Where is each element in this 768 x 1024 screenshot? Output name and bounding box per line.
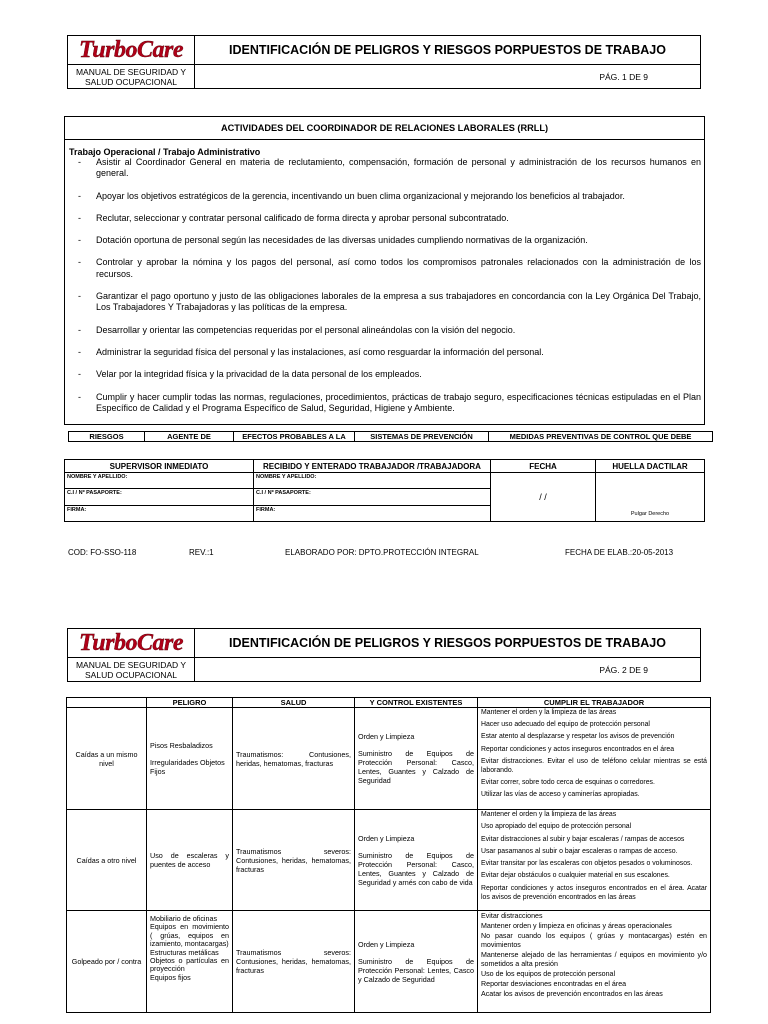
supervisor-name-field[interactable]: NOMBRE Y APELLIDO:: [65, 473, 254, 489]
fingerprint-header: HUELLA DACTILAR: [596, 460, 705, 473]
health-header: SALUD: [233, 698, 355, 708]
author: ELABORADO POR: DPTO.PROTECCIÓN INTEGRAL: [285, 548, 479, 557]
activities-title: ACTIVIDADES DEL COORDINADOR DE RELACIONES LABORALES (RRLL): [65, 117, 704, 140]
list-item: - Administrar la seguridad física del personal y las instalaciones, así como resguardar la información del personal.: [78, 346, 544, 357]
revision: REV.:1: [189, 548, 214, 557]
activities-section: [64, 116, 705, 425]
table-row: [67, 708, 711, 810]
doc-code: COD: FO-SSO-118: [68, 548, 137, 557]
measures-col-header: MEDIDAS PREVENTIVAS DE CONTROL QUE DEBE: [489, 432, 713, 442]
hazard-cell: Uso de escaleras y puentes de acceso: [147, 810, 233, 911]
page1-header: [67, 35, 701, 89]
risk-header: [67, 698, 147, 708]
supervisor-header: SUPERVISOR INMEDIATO: [65, 460, 254, 473]
health-cell: Traumatismos: Contusiones, heridas, hematomas, fracturas: [233, 708, 355, 810]
effects-col-header: EFECTOS PROBABLES A LA: [234, 432, 355, 442]
measures-cell: Mantener el orden y la limpieza de las áreas Uso apropiado del equipo de protección personal Evitar distracciones al subir y bajar escaleras / rampas de accesos Usar pasamanos al subir o bajar escaleras o rampas de acceso. Evitar transitar por las escaleras con objetos pesados o voluminosos. Evitar dejar obstáculos o cualquier material en sus escalones. Reportar condiciones y actos inseguros encontrados en el área. Acatar los avisos de prevención encontrados en las áreas: [478, 810, 711, 911]
list-item: - Dotación oportuna de personal según las necesidades de las diversas unidades cumpliendo normativas de la organización.: [78, 235, 588, 246]
list-item: - Reclutar, seleccionar y contratar personal calificado de forma directa y aprobar personal subcontratado.: [78, 212, 509, 223]
list-item: - Controlar y aprobar la nómina y los pagos del personal, así como todos los compromisos patronales relacionados con la administración de los recursos.: [78, 257, 701, 279]
list-item: - Velar por la integridad física y la privacidad de la data personal de los empleados.: [78, 369, 422, 380]
logo: [68, 629, 195, 658]
list-item: - Apoyar los objetivos estratégicos de la gerencia, incentivando un buen clima organizacional y mejorando los beneficios al trabajador.: [78, 190, 625, 201]
risk-cell: Golpeado por / contra: [67, 911, 147, 1013]
risk-header-row: [68, 431, 713, 442]
risk-cell: Caídas a un mismo nivel: [67, 708, 147, 810]
agent-col-header: AGENTE DE: [145, 432, 234, 442]
turbocare-logo: TurboCare: [79, 36, 183, 63]
date-field[interactable]: / /: [491, 473, 596, 522]
table-row: [67, 911, 711, 1013]
control-header: Y CONTROL EXISTENTES: [355, 698, 478, 708]
manual-name: MANUAL DE SEGURIDAD Y SALUD OCUPACIONAL: [68, 65, 195, 89]
page2-header: [67, 628, 701, 682]
received-header: RECIBIDO Y ENTERADO TRABAJADOR /TRABAJADORA: [254, 460, 491, 473]
health-cell: Traumatismos severos: Contusiones, heridas, hematomas, fracturas: [233, 911, 355, 1013]
activities-list: [69, 157, 701, 414]
worker-id-field[interactable]: C.I / Nº PASAPORTE:: [254, 489, 491, 506]
page-number: PÁG. 1 DE 9: [195, 65, 701, 89]
hazard-header: PELIGRO: [147, 698, 233, 708]
page-footer: [68, 548, 708, 560]
list-item: - Desarrollar y orientar las competencias requeridas por el personal alineándolas con la visión del negocio.: [78, 324, 516, 335]
date-header: FECHA: [491, 460, 596, 473]
prevention-col-header: SISTEMAS DE PREVENCIÓN: [355, 432, 489, 442]
page-number: PÁG. 2 DE 9: [195, 658, 701, 682]
list-item: - Garantizar el pago oportuno y justo de las obligaciones laborales de la empresa a sus trabajadores en concordancia con la Ley Orgánica Del Trabajo, Los Trabajadores Y Trabajadoras y las políticas de la empresa.: [78, 291, 701, 313]
creation-date: FECHA DE ELAB.:20-05-2013: [565, 548, 674, 557]
measures-cell: Evitar distracciones Mantener orden y limpieza en oficinas y áreas operacionales No pasar cuando los equipos ( grúas y montacargas) estén en movimientos Mantenerse alejado de las herramientas / equipos en movimiento y/o sometidos a alta presión Uso de los equipos de protección personal Reportar desviaciones encontradas en el área Acatar los avisos de prevención encontrados en las áreas: [478, 911, 711, 1013]
list-item: - Asistir al Coordinador General en materia de reclutamiento, compensación, formación de personal y administración de los recursos humanos en general.: [78, 157, 701, 179]
health-cell: Traumatismos severos: Contusiones, heridas, hematomas, fracturas: [233, 810, 355, 911]
worker-signature-field[interactable]: FIRMA:: [254, 506, 491, 522]
table-row: [67, 810, 711, 911]
worker-measures-header: CUMPLIR EL TRABAJADOR: [478, 698, 711, 708]
activities-subtitle: Trabajo Operacional / Trabajo Administrativo: [69, 147, 261, 157]
measures-cell: Mantener el orden y la limpieza de las áreas Hacer uso adecuado del equipo de protección personal Estar atento al desplazarse y respetar los avisos de prevención Reportar condiciones y actos inseguros encontrados en el área Evitar distracciones. Evitar el uso de teléfono celular mientras se está laborando. Evitar correr, sobre todo cerca de esquinas o corredores. Utilizar las vías de acceso y caminerías apropiadas.: [478, 708, 711, 810]
control-cell: Orden y Limpieza Suministro de Equipos de Protección Personal: Lentes, Casco y Calzado de Seguridad: [355, 911, 478, 1013]
risk-cell: Caídas a otro nivel: [67, 810, 147, 911]
supervisor-id-field[interactable]: C.I / Nº PASAPORTE:: [65, 489, 254, 506]
logo: [68, 36, 195, 65]
hazard-cell: Mobiliario de oficinas Equipos en movimiento ( grúas, equipos en izamiento, montacargas) Estructuras metálicas Objetos o partículas en proyección Equipos fijos: [147, 911, 233, 1013]
supervisor-signature-field[interactable]: FIRMA:: [65, 506, 254, 522]
hazard-cell: Pisos Resbaladizos Irregularidades Objetos Fijos: [147, 708, 233, 810]
control-cell: Orden y Limpieza Suministro de Equipos de Protección Personal: Casco, Lentes, Guantes y Calzado de Seguridad: [355, 708, 478, 810]
manual-name: MANUAL DE SEGURIDAD Y SALUD OCUPACIONAL: [68, 658, 195, 682]
document-title: IDENTIFICACIÓN DE PELIGROS Y RIESGOS PORPUESTOS DE TRABAJO: [195, 36, 701, 65]
worker-name-field[interactable]: NOMBRE Y APELLIDO:: [254, 473, 491, 489]
risk-col-header: RIESGOS: [69, 432, 145, 442]
control-cell: Orden y Limpieza Suministro de Equipos de Protección Personal: Casco, Lentes, Guantes y Calzado de Seguridad y arnés con cabo de vida: [355, 810, 478, 911]
turbocare-logo: TurboCare: [79, 629, 183, 656]
document-title: IDENTIFICACIÓN DE PELIGROS Y RIESGOS PORPUESTOS DE TRABAJO: [195, 629, 701, 658]
hazard-table: [66, 697, 711, 1013]
fingerprint-box: Pulgar Derecho: [596, 473, 705, 522]
signature-table: [64, 459, 705, 522]
list-item: - Cumplir y hacer cumplir todas las normas, regulaciones, procedimientos, prácticas de trabajo seguro, especificaciones técnicas estipuladas en el Plan Específico de Calidad y el Programa Específico de Salud, Seguridad, Higiene y Ambiente.: [78, 391, 701, 413]
